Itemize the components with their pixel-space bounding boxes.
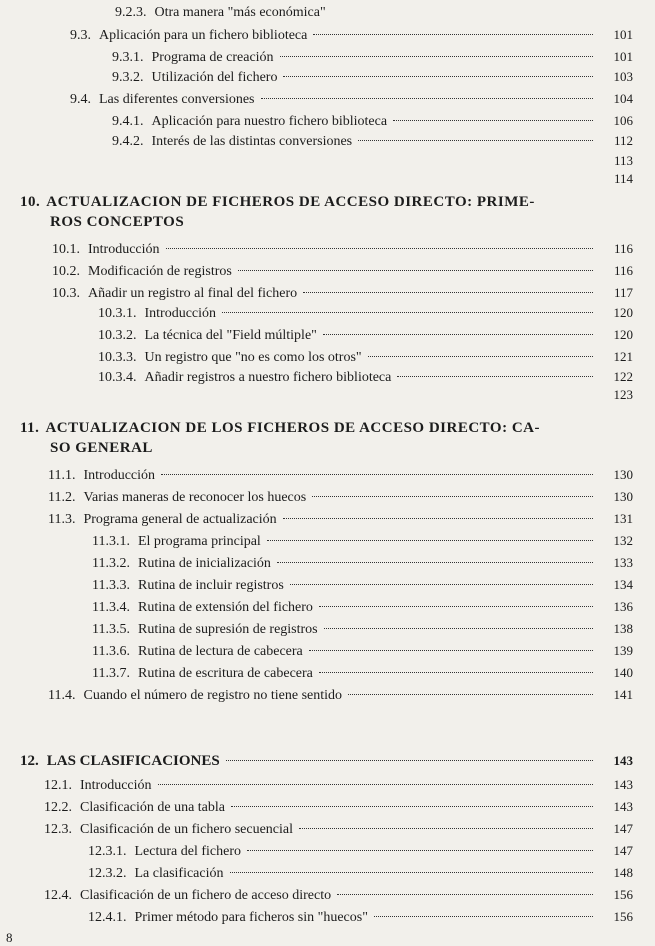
- entry-page: 101: [613, 27, 633, 42]
- dot-leader: [238, 270, 593, 271]
- entry-page: 143: [613, 799, 633, 814]
- toc-entry: [88, 906, 633, 928]
- entry-number: 9.2.3.: [115, 5, 147, 20]
- entry-label: Clasificación de un fichero de acceso directo: [80, 888, 332, 903]
- dot-leader: [303, 292, 593, 293]
- toc-entry: [112, 46, 633, 68]
- toc-entry: [52, 282, 633, 304]
- entry-page: 156: [613, 887, 633, 902]
- entry-label: Aplicación para un fichero biblioteca: [99, 28, 308, 43]
- dot-leader: [280, 56, 593, 57]
- toc-entry: [92, 574, 633, 596]
- entry-page: 106: [613, 113, 633, 128]
- entry-number: 10.3.4.: [98, 370, 137, 385]
- toc-entry: [115, 2, 633, 24]
- entry-label: Introducción: [83, 468, 156, 483]
- toc-entry: [112, 130, 633, 152]
- entry-label: Clasificación de una tabla: [80, 800, 225, 815]
- entry-number: 10.2.: [52, 264, 80, 279]
- entry-page: 134: [613, 577, 633, 592]
- dot-leader: [277, 562, 593, 563]
- entry-number: 9.4.: [70, 92, 91, 107]
- entry-label: Rutina de extensión del fichero: [137, 600, 313, 615]
- entry-label: Programa general de actualización: [83, 512, 277, 527]
- entry-number: 10.3.2.: [98, 328, 137, 343]
- dot-leader: [309, 650, 593, 651]
- entry-label: Interés de las distintas conversiones: [151, 134, 353, 149]
- entry-label: Un registro que "no es como los otros": [144, 350, 362, 365]
- entry-page: 156: [613, 909, 633, 924]
- dot-leader: [319, 672, 593, 673]
- entry-number: 12.4.: [44, 888, 72, 903]
- entry-page: 147: [613, 821, 633, 836]
- entry-label: Rutina de escritura de cabecera: [137, 666, 313, 681]
- toc-entry: [70, 88, 633, 110]
- toc-entry: [92, 640, 633, 662]
- dot-leader: [358, 140, 593, 141]
- chapter-number: 11.: [20, 420, 40, 436]
- toc-entry: [92, 618, 633, 640]
- entry-number: 9.3.: [70, 28, 91, 43]
- toc-entry: [48, 486, 633, 508]
- entry-number: 11.1.: [48, 468, 76, 483]
- dot-leader: [267, 540, 593, 541]
- entry-number: 11.3.: [48, 512, 76, 527]
- entry-page: 136: [613, 599, 633, 614]
- toc-entry: [98, 346, 633, 368]
- entry-number: 10.1.: [52, 242, 80, 257]
- toc-entry: [44, 796, 633, 818]
- entry-page: 148: [613, 865, 633, 880]
- toc-entry: [52, 260, 633, 282]
- dot-leader: [290, 584, 593, 585]
- entry-label: Varias maneras de reconocer los huecos: [83, 490, 307, 505]
- chapter-number: 12.: [20, 753, 39, 769]
- dot-leader: [324, 628, 593, 629]
- entry-number: 12.3.2.: [88, 866, 127, 881]
- entry-number: 11.3.6.: [92, 644, 130, 659]
- entry-page: 103: [613, 69, 633, 84]
- entry-label: El programa principal: [137, 534, 261, 549]
- entry-number: 11.3.2.: [92, 556, 130, 571]
- dot-leader: [222, 312, 593, 313]
- entry-number: 9.3.2.: [112, 70, 144, 85]
- entry-page: 143: [613, 777, 633, 792]
- entry-page: 123: [613, 387, 633, 402]
- dot-leader: [313, 34, 593, 35]
- entry-page: 143: [613, 753, 633, 768]
- dot-leader: [230, 872, 593, 873]
- entry-number: 9.4.2.: [112, 134, 144, 149]
- entry-number: 12.4.1.: [88, 910, 127, 925]
- toc-entry: [112, 66, 633, 88]
- toc-entry: [44, 818, 633, 840]
- toc-entry: [92, 662, 633, 684]
- entry-label: Cuando el número de registro no tiene sentido: [83, 688, 343, 703]
- chapter-heading: [20, 192, 625, 232]
- entry-label: Rutina de supresión de registros: [137, 622, 318, 637]
- dot-leader: [161, 474, 593, 475]
- entry-label: Utilización del fichero: [151, 70, 278, 85]
- entry-page: 139: [613, 643, 633, 658]
- entry-label: Aplicación para nuestro fichero biblioteca: [151, 114, 388, 129]
- toc-entry: [88, 862, 633, 884]
- entry-number: 11.2.: [48, 490, 76, 505]
- entry-number: 12.3.: [44, 822, 72, 837]
- toc-entry: [92, 596, 633, 618]
- toc-entry: [98, 324, 633, 346]
- toc-entry: [560, 168, 633, 190]
- toc-entry: [44, 774, 633, 796]
- entry-page: 138: [613, 621, 633, 636]
- entry-label: La técnica del "Field múltiple": [144, 328, 317, 343]
- entry-number: 9.4.1.: [112, 114, 144, 129]
- entry-page: 114: [613, 171, 633, 186]
- entry-label: Introducción: [144, 306, 217, 321]
- dot-leader: [283, 518, 593, 519]
- toc-entry: [92, 552, 633, 574]
- entry-page: 116: [613, 241, 633, 256]
- chapter-title-line1: ACTUALIZACION DE FICHEROS DE ACCESO DIRECTO: PRIME-: [46, 194, 535, 210]
- entry-number: 10.3.: [52, 286, 80, 301]
- entry-number: 11.3.7.: [92, 666, 130, 681]
- entry-page: 112: [613, 133, 633, 148]
- chapter-title-line1: LAS CLASIFICACIONES: [46, 753, 220, 769]
- entry-label: Lectura del fichero: [134, 844, 241, 859]
- dot-leader: [261, 98, 594, 99]
- dot-leader: [231, 806, 593, 807]
- dot-leader: [299, 828, 593, 829]
- entry-page: 130: [613, 489, 633, 504]
- dot-leader: [319, 606, 593, 607]
- entry-page: 122: [613, 369, 633, 384]
- dot-leader: [393, 120, 593, 121]
- entry-page: 141: [613, 687, 633, 702]
- toc-entry: [98, 302, 633, 324]
- entry-label: Añadir registros a nuestro fichero biblioteca: [144, 370, 392, 385]
- toc-entry: [44, 884, 633, 906]
- entry-page: 104: [613, 91, 633, 106]
- entry-label: Otra manera "más económica": [154, 5, 326, 20]
- entry-page: 131: [613, 511, 633, 526]
- entry-label: Rutina de lectura de cabecera: [137, 644, 303, 659]
- toc-entry: [48, 508, 633, 530]
- entry-page: 120: [613, 305, 633, 320]
- entry-page: 133: [613, 555, 633, 570]
- entry-label: Introducción: [80, 778, 152, 793]
- entry-label: Programa de creación: [151, 50, 274, 65]
- dot-leader: [337, 894, 593, 895]
- toc-entry: [92, 530, 633, 552]
- dot-leader: [247, 850, 593, 851]
- entry-label: Las diferentes conversiones: [99, 92, 255, 107]
- toc-entry: [560, 384, 633, 406]
- entry-page: 113: [613, 153, 633, 168]
- dot-leader: [374, 916, 593, 917]
- dot-leader: [323, 334, 593, 335]
- chapter-title-line2: ROS CONCEPTOS: [50, 214, 185, 230]
- entry-page: 147: [613, 843, 633, 858]
- entry-label: La clasificación: [134, 866, 224, 881]
- entry-label: Añadir un registro al final del fichero: [88, 286, 298, 301]
- dot-leader: [348, 694, 593, 695]
- dot-leader: [283, 76, 593, 77]
- entry-number: 12.2.: [44, 800, 72, 815]
- entry-number: 11.3.4.: [92, 600, 130, 615]
- entry-number: 11.3.5.: [92, 622, 130, 637]
- entry-page: 140: [613, 665, 633, 680]
- entry-number: 11.3.3.: [92, 578, 130, 593]
- entry-label: Introducción: [88, 242, 160, 257]
- dot-leader: [158, 784, 593, 785]
- entry-label: Modificación de registros: [88, 264, 232, 279]
- page-number: 8: [6, 930, 13, 945]
- entry-number: 9.3.1.: [112, 50, 144, 65]
- toc-entry: [52, 238, 633, 260]
- entry-number: 11.4.: [48, 688, 76, 703]
- entry-label: Rutina de inicialización: [137, 556, 271, 571]
- entry-number: 12.1.: [44, 778, 72, 793]
- chapter-title-line1: ACTUALIZACION DE LOS FICHEROS DE ACCESO DIRECTO: CA-: [45, 420, 540, 436]
- entry-number: 10.3.1.: [98, 306, 137, 321]
- dot-leader: [368, 356, 593, 357]
- chapter-number: 10.: [20, 194, 41, 210]
- entry-label: Rutina de incluir registros: [137, 578, 284, 593]
- dot-leader: [312, 496, 593, 497]
- dot-leader: [166, 248, 593, 249]
- toc-entry: [48, 684, 633, 706]
- entry-number: 10.3.3.: [98, 350, 137, 365]
- toc-entry: [112, 110, 633, 132]
- entry-page: 116: [613, 263, 633, 278]
- entry-label: Primer método para ficheros sin "huecos": [134, 910, 368, 925]
- entry-page: 117: [613, 285, 633, 300]
- chapter-title-line2: SO GENERAL: [50, 440, 153, 456]
- entry-number: 12.3.1.: [88, 844, 127, 859]
- chapter-heading: [20, 418, 625, 458]
- entry-label: Clasificación de un fichero secuencial: [80, 822, 294, 837]
- toc-entry: [48, 464, 633, 486]
- entry-page: 101: [613, 49, 633, 64]
- entry-number: 11.3.1.: [92, 534, 130, 549]
- entry-page: 121: [613, 349, 633, 364]
- entry-page: 132: [613, 533, 633, 548]
- toc-entry: [88, 840, 633, 862]
- dot-leader: [226, 760, 593, 761]
- dot-leader: [397, 376, 593, 377]
- entry-page: 120: [613, 327, 633, 342]
- entry-page: 130: [613, 467, 633, 482]
- toc-entry: [70, 24, 633, 46]
- chapter-heading: [20, 750, 633, 772]
- toc-entry: [98, 366, 633, 388]
